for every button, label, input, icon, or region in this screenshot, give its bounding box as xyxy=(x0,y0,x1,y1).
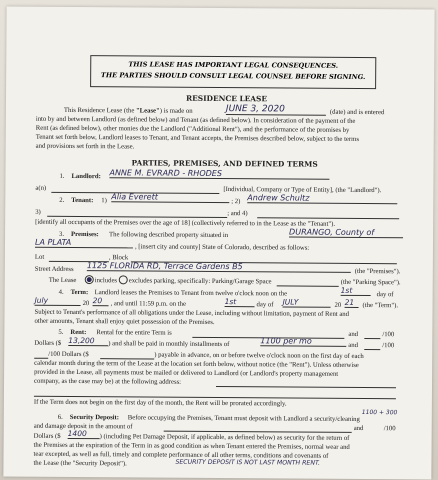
street-label: Street Address xyxy=(34,265,74,273)
includes-checkbox-mark xyxy=(87,277,92,282)
document-title: RESIDENCE LEASE xyxy=(185,93,268,104)
rent-line3-b: ) payable in advance, on or before twelve o'clock noon on the first day of each xyxy=(154,351,364,361)
deposit-line-5: tear excepted, as well as full, timely and complete performance of all other terms, conditions and covenants of xyxy=(33,450,329,460)
rent-line3-a: /100 Dollars ($ xyxy=(48,350,89,359)
term-until: , and until 11:59 p.m. on the xyxy=(110,300,186,308)
intro-line1-d: (date) and is entered xyxy=(329,108,385,117)
intro-line-5: and provisions set forth in the Lease. xyxy=(35,142,135,151)
landlord-number: 1. xyxy=(59,172,65,180)
tenant-1-name-handwritten: Alia Everett xyxy=(111,192,229,203)
rent-line-6: company, as the case may be) at the following address: xyxy=(34,377,182,386)
term-year2-handwritten: 21 xyxy=(345,298,359,308)
rent-monthly-cents-line xyxy=(364,349,380,350)
rent-number: 5. xyxy=(58,328,64,336)
county-handwritten: DURANGO, County of xyxy=(289,227,403,238)
landlord-type-hint: [Individual, Company or Type of Entity], (the "Landlord"). xyxy=(223,186,382,195)
term-number: 4. xyxy=(58,288,64,296)
deposit-dollars-label: Dollars ($ xyxy=(33,432,61,440)
street-handwritten: 1125 FLORIDA RD, Terrace Gardens B5 xyxy=(87,261,351,273)
intro-line-4: Tenant set forth below, Landlord leases to Tenant, and Tenant accepts, the Premises described below, subject to the terms xyxy=(35,133,359,143)
rent-cents-line xyxy=(364,338,380,339)
term-def: (the "Term"). xyxy=(362,302,399,310)
warning-line-2: THE PARTIES SHOULD CONSULT LEGAL COUNSEL BEFORE SIGNING. xyxy=(100,71,366,82)
excludes-checkbox[interactable] xyxy=(119,275,128,284)
term-day1-handwritten: 1st xyxy=(341,286,371,296)
lease-date-handwritten: JUNE 3, 2020 xyxy=(226,104,326,116)
lease-page xyxy=(3,7,434,480)
intro-line-3: Rent (as defined below), other monies due the Landlord ("Additional Rent"), and the performance of the promises by xyxy=(35,124,350,134)
rent-address-line xyxy=(216,386,396,388)
rent-monthly-handwritten: 1100 per mo xyxy=(260,336,346,347)
parking-def: (the "Parking Space"). xyxy=(340,278,401,287)
landlord-name-handwritten: ANNE M. EVRARD - RHODES xyxy=(109,168,329,180)
lot-label: Lot xyxy=(34,253,45,261)
deposit-words-line xyxy=(164,431,352,433)
premises-number: 3. xyxy=(59,230,65,238)
tenant-label: Tenant: xyxy=(71,196,94,205)
intro-line1-c: ) is made on xyxy=(159,107,193,115)
includes-checkbox[interactable] xyxy=(85,275,94,284)
legal-warning-box xyxy=(90,55,376,89)
premises-label: Premises: xyxy=(71,230,99,239)
tenant-note: [identify all occupants of the Premises over the age of 18] (collectively referred to in the Lease as the "Tenant"). xyxy=(35,218,336,228)
rent-monthly-100: /100 xyxy=(382,342,395,350)
tenant-4-num: ; and 4) xyxy=(227,210,248,218)
deposit-line-6: the Lease (the "Security Deposit"). xyxy=(33,459,127,468)
term-day2-handwritten: 1st xyxy=(225,297,255,307)
rent-100: /100 xyxy=(382,331,395,339)
term-year-prefix: 20 xyxy=(82,300,90,308)
intro-line-2: into by and between Landlord (as defined below) and Tenant (as defined below). In consideration of the payment of the xyxy=(35,115,356,125)
tenant-4-line xyxy=(257,217,399,219)
premises-def: (the "Premises"). xyxy=(354,267,401,276)
tenant-3-num: 3) xyxy=(35,208,41,216)
intro-line1-a: This Residence Lease (the xyxy=(63,106,137,115)
deposit-100: /100 xyxy=(383,425,396,433)
term-line-3: Subject to Tenant's performance of all obligations under the Lease, including without limitation, payment of Rent and xyxy=(34,308,350,318)
intro-line-1 xyxy=(64,107,193,115)
landlord-label: Landlord: xyxy=(71,172,101,181)
warning-line-1: THIS LEASE HAS IMPORTANT LEGAL CONSEQUENCES. xyxy=(128,60,339,70)
section-heading: PARTIES, PREMISES, AND DEFINED TERMS xyxy=(131,158,318,169)
includes-label: includes xyxy=(94,277,118,285)
deposit-line-2: and damage deposit in the amount of xyxy=(33,422,133,431)
premises-text: The following described property situated in xyxy=(109,231,229,240)
lease-term-def: "Lease" xyxy=(135,107,160,115)
tenant-1-num: 1) xyxy=(101,197,107,205)
term-text: Landlord leases the Premises to Tenant from twelve o'clock noon on the xyxy=(94,289,288,298)
deposit-text: Before occupying the Premises, Tenant must deposit with Landlord a security/cleaning xyxy=(127,414,360,423)
landlord-a-an: a(n) xyxy=(35,184,47,192)
county-cont-handwritten: LA PLATA xyxy=(35,238,133,249)
rent-monthly-text: ) and shall be paid in monthly installments of xyxy=(108,340,230,349)
tenant-3-line xyxy=(47,216,227,218)
lease-line-label: The Lease xyxy=(48,276,77,285)
term-month1-handwritten: July xyxy=(35,296,81,306)
rent-and: and xyxy=(348,330,359,338)
deposit-amount-handwritten: 1400 xyxy=(68,429,100,439)
rent-text: Rental for the entire Term is xyxy=(96,329,172,337)
block-label: , Block xyxy=(108,254,129,262)
deposit-label: Security Deposit: xyxy=(69,413,120,422)
tenant-2-num: ; 2) xyxy=(231,198,241,206)
deposit-number: 6. xyxy=(57,413,63,421)
deposit-and: and xyxy=(353,424,364,433)
term-year2-prefix: 20 xyxy=(334,301,342,309)
rent-line-5: provided in the Lease, all payments must be mailed or delivered to Landlord (or Landlord's property management xyxy=(34,368,339,378)
rent-monthly-and: and xyxy=(348,341,358,349)
rent-total-handwritten: 13,200 xyxy=(68,336,108,346)
term-line-4: other amounts, Tenant shall enjoy quiet possession of the Premises. xyxy=(34,317,215,326)
tenant-2-name-handwritten: Andrew Schultz xyxy=(247,193,397,204)
term-label: Term: xyxy=(70,288,89,297)
rent-line-7: If the Term does not begin on the first day of the month, the Rent will be prorated accordingly. xyxy=(33,398,287,408)
tenant-number: 2. xyxy=(59,196,65,204)
term-month2-handwritten: JULY xyxy=(283,297,331,307)
premises-hint: , [insert city and county] State of Colorado, described as follows: xyxy=(134,243,310,252)
deposit-line-3: ) (including Pet Damage Deposit, if applicable, as defined below) as security for the return of xyxy=(99,433,350,442)
rent-dollars-label: Dollars ($ xyxy=(34,339,62,347)
term-dayof2: day of xyxy=(256,301,274,309)
term-dayof: day of xyxy=(376,291,394,299)
parking-line xyxy=(277,285,339,286)
excludes-text: excludes parking, specifically: Parking/Garage Space xyxy=(128,277,272,286)
deposit-line-4: the Premises at the expiration of the Term in as good condition as when Tenant entered the Premises, normal wear and xyxy=(33,441,350,451)
rent-line-4: calendar month during the term of the Lease at the location set forth below, without notice (the "Rent"). Unless otherwise xyxy=(34,359,359,369)
deposit-handwritten-note: SECURITY DEPOSIT IS NOT LAST MONTH RENT. xyxy=(175,458,321,467)
term-year1-handwritten: 20 xyxy=(93,296,109,306)
rent-line3-cents-line xyxy=(34,358,48,359)
rent-label: Rent: xyxy=(70,328,87,337)
deposit-above-note: 1100 + 300 xyxy=(361,409,398,417)
